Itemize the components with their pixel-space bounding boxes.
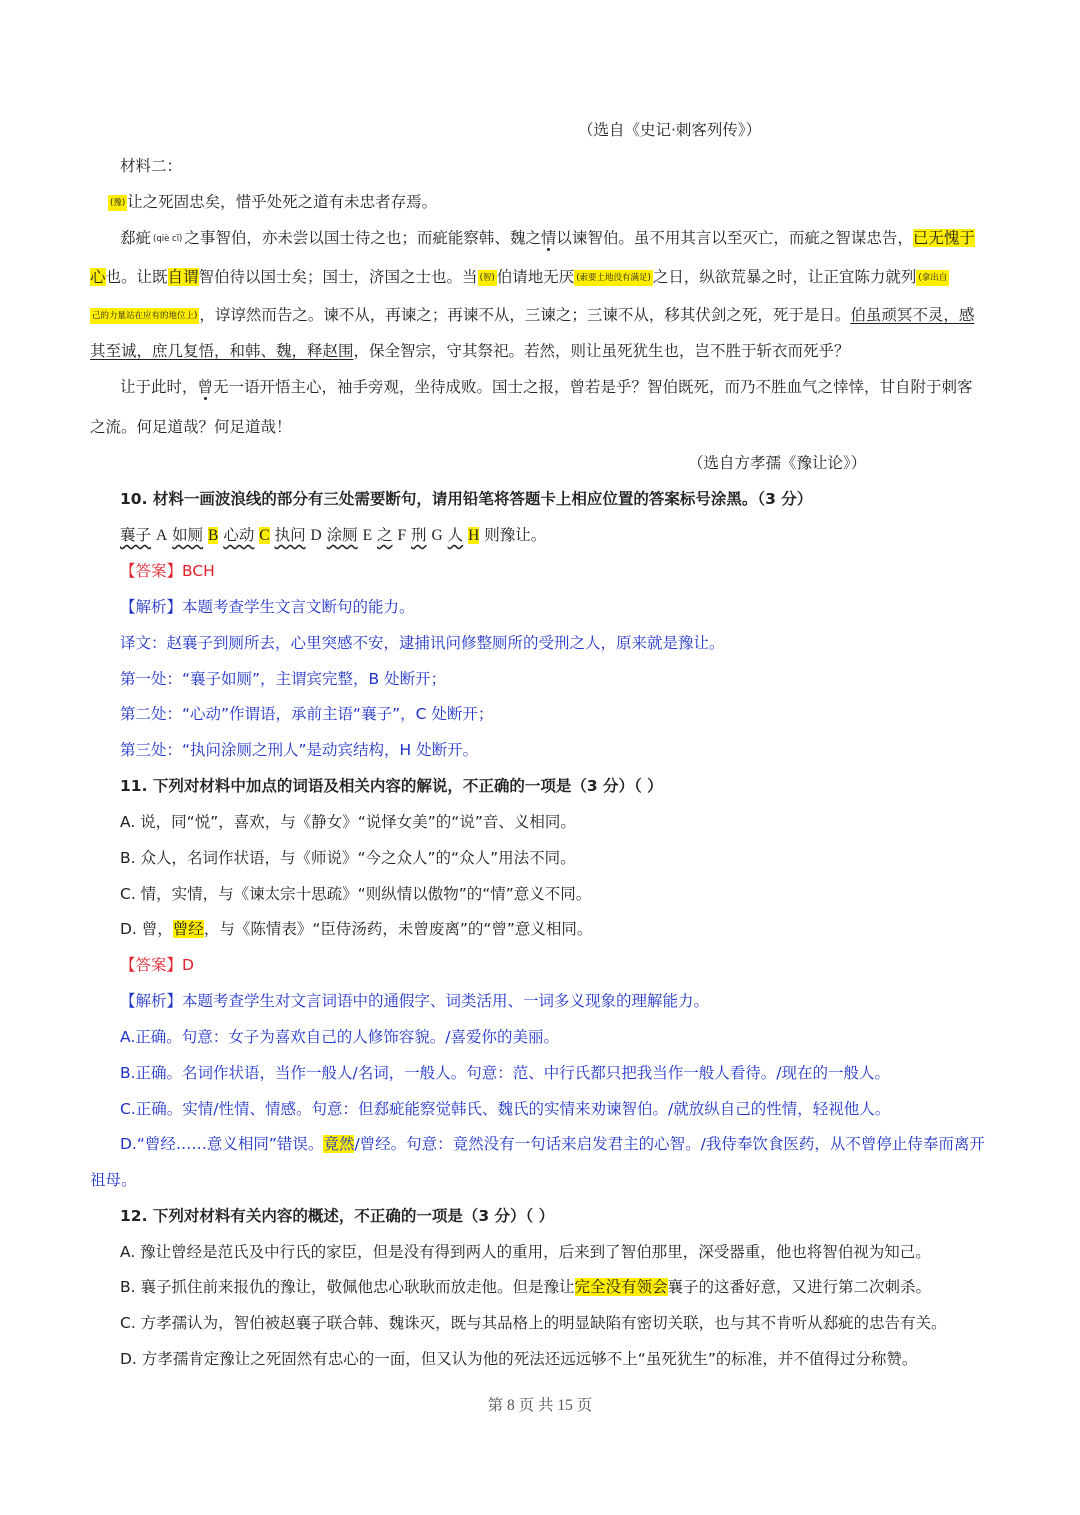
dotted-word-zeng: 曾 [197, 378, 214, 396]
material1-source: （选自《史记·刺客列传》） [578, 121, 762, 139]
option-label-c: C [259, 527, 270, 544]
question-12-stem: 12. 下列对材料有关内容的概述，不正确的一项是（3 分）（ ） [120, 1207, 555, 1225]
question-12-option-a: A. 豫让曾经是范氏及中行氏的家臣，但是没有得到两人的重用，后来到了智伯那里，深受器重，他也将智伯视为知己。 [120, 1243, 931, 1261]
page-footer: 第 8 页 共 15 页 [487, 1397, 593, 1414]
highlight-text: 曾经 [172, 920, 204, 938]
annotation-note: (索要土地没有满足) [574, 270, 653, 286]
question-11-explain-b: B.正确。名词作状语，当作一般人/名词，一般人。句意：范、中行氏都只把我当作一般人看待。/现在的一般人。 [120, 1064, 891, 1082]
question-10-stem: 10. 材料一画波浪线的部分有三处需要断句，请用铅笔将答题卡上相应位置的答案标号涂黑。（3 分） [120, 490, 813, 508]
material2-paragraph-1: (豫) 让之死固忠矣，惜乎处死之道有未忠者存焉。 [110, 193, 438, 211]
material2-paragraph-3-line-2: 之流。何足道哉？何足道哉！ [90, 418, 292, 436]
question-11-option-d: D. 曾，曾经，与《陈情表》“臣侍汤药，未曾废离”的“曾”意义相同。 [120, 920, 593, 938]
material2-paragraph-3-line-1: 让于此时，曾无一语开悟主心，袖手旁观，坐待成败。国士之报，曾若是乎？智伯既死，而乃不胜血气之悻悻，甘自附于刺客 [120, 378, 973, 396]
highlight-text: 完全没有领会 [574, 1278, 668, 1296]
underlined-text: 其至诚，庶几复悟，和韩、魏，释赵围 [90, 342, 354, 360]
material2-heading: 材料二： [120, 157, 183, 175]
question-11-answer: 【答案】D [120, 956, 194, 974]
material2-paragraph-2-line-3: 己的力量站在应有的地位上) ，谆谆然而告之。谏不从，再谏之；再谏不从，三谏之；三谏不从，移其伏剑之死，死于是日。伯虽顽冥不灵，感 [92, 306, 975, 324]
question-12-option-d: D. 方孝孺肯定豫让之死固然有忠心的一面，但又认为他的死法还远远够不上“虽死犹生”的标准，并不值得过分称赞。 [120, 1350, 918, 1368]
material2-paragraph-2-line-2: 心也。让既自谓智伯待以国士矣；国士，济国之士也。当 (智) 伯请地无厌 (索要土地没有满足) 之日，纵欲荒暴之时，让正宜陈力就列 (拿出自 [90, 268, 948, 286]
question-10-sequence: 襄子 A 如厕 B 心动 C 执问 D 涂厕 E 之 F 刑 G 人 H 则豫让。 [120, 526, 547, 544]
material2-source: （选自方孝孺《豫让论》） [688, 454, 867, 472]
highlight-text: 已无愧于 [912, 229, 975, 247]
material2-paragraph-2-line-1: 郄疵 (qiè cī) 之事智伯，亦未尝以国士待之也；而疵能察韩、魏之情以谏智伯。虽不用其言以至灭亡，而疵之智谋忠告，已无愧于 [120, 229, 975, 247]
question-11-explain-d-cont: 祖母。 [90, 1171, 137, 1189]
annotation-note: (智) [478, 270, 497, 286]
highlight-text: 竟然 [323, 1135, 355, 1153]
question-11-analysis: 【解析】本题考查学生对文言词语中的通假字、词类活用、一词多义现象的理解能力。 [120, 992, 710, 1010]
option-label-h: H [468, 527, 480, 544]
question-10-analysis: 【解析】本题考查学生文言文断句的能力。 [120, 598, 415, 616]
pronunciation-note: (qiè cī) [153, 234, 183, 244]
annotation-note: (拿出自 [916, 270, 949, 286]
question-12-option-c: C. 方孝孺认为，智伯被赵襄子联合韩、魏诛灭，既与其品格上的明显缺陷有密切关联，也与其不肯听从郄疵的忠告有关。 [120, 1314, 947, 1332]
question-10-answer: 【答案】BCH [120, 562, 215, 580]
annotation-note: 己的力量站在应有的地位上) [90, 308, 199, 324]
question-11-explain-a: A.正确。句意：女子为喜欢自己的人修饰容貌。/喜爱你的美丽。 [120, 1028, 559, 1046]
question-11-stem: 11. 下列对材料中加点的词语及相关内容的解说，不正确的一项是（3 分）（ ） [120, 777, 663, 795]
highlight-note: (豫) [108, 195, 127, 211]
question-11-option-a: A. 说，同“悦”，喜欢，与《静女》“说怿女美”的“说”音、义相同。 [120, 813, 576, 831]
material2-paragraph-2-line-4: 其至诚，庶几复悟，和韩、魏，释赵围，保全智宗，守其祭祀。若然，则让虽死犹生也，岂不胜于斩衣而死乎？ [90, 342, 850, 360]
underlined-text: 伯虽顽冥不灵，感 [850, 306, 975, 324]
question-10-point-3: 第三处：“执问涂厕之刑人”是动宾结构，H 处断开。 [120, 741, 479, 759]
question-10-point-1: 第一处：“襄子如厕”，主谓宾完整，B 处断开； [120, 670, 447, 688]
question-12-option-b: B. 襄子抓住前来报仇的豫让，敬佩他忠心耿耿而放走他。但是豫让完全没有领会襄子的这番好意，又进行第二次刺杀。 [120, 1278, 932, 1296]
question-11-option-c: C. 情，实情，与《谏太宗十思疏》“则纵情以傲物”的“情”意义不同。 [120, 885, 592, 903]
question-11-option-b: B. 众人，名词作状语，与《师说》“今之众人”的“众人”用法不同。 [120, 849, 576, 867]
question-10-translation: 译文：赵襄子到厕所去，心里突感不安，逮捕讯问修整厕所的受刑之人，原来就是豫让。 [120, 634, 725, 652]
dotted-word-qing: 情 [540, 229, 557, 247]
question-11-explain-c: C.正确。实情/性情、情感。句意：但郄疵能察觉韩氏、魏氏的实情来劝谏智伯。/就放纵自己的性情，轻视他人。 [120, 1100, 891, 1118]
option-label-b: B [208, 527, 219, 544]
question-10-point-2: 第二处：“心动”作谓语，承前主语“襄子”，C 处断开； [120, 705, 494, 723]
question-11-explain-d: D.“曾经……意义相同”错误。竟然/曾经。句意：竟然没有一句话来启发君主的心智。/我侍奉饮食医药，从不曾停止侍奉而离开 [120, 1135, 985, 1153]
